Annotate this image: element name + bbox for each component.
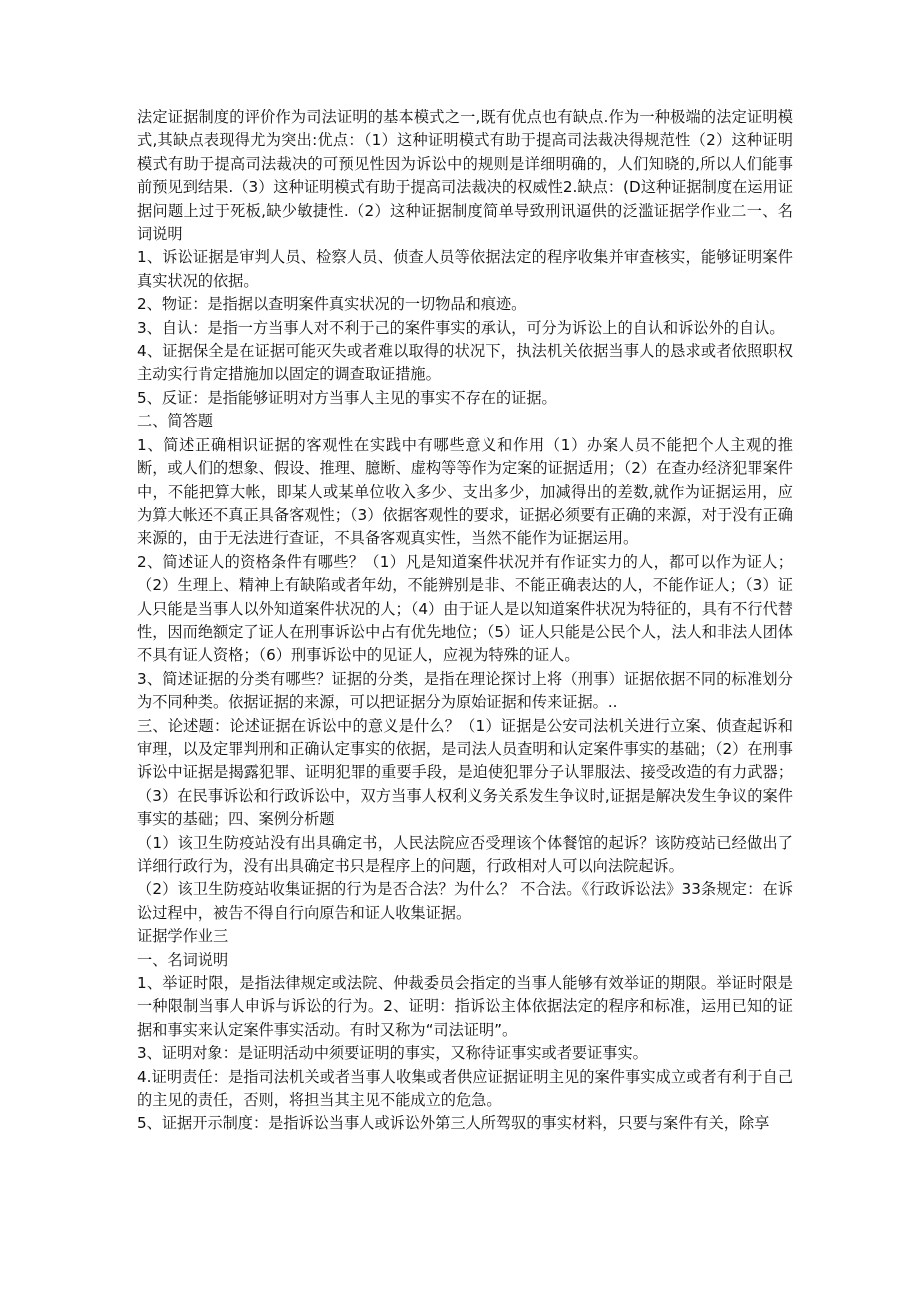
paragraph-item: 1、简述正确相识证据的客观性在实践中有哪些意义和作用（1）办案人员不能把个人主观的推断，或人们的想象、假设、推理、臆断、虚构等等作为定案的证据适用；（2）在查办经济犯罪案件中，不能把算大帐，即某人或某单位收入多少、支出多少，加减得出的差数,就作为证据运用，应为算大帐还不真正具备客观性；（3）依据客观性的要求，证据必须要有正确的来源，对于没有正确来源的，由于无法进行查证，不具备客观真实性，当然不能作为证据运用。 — [137, 435, 793, 548]
section-heading: 证据学作业三 — [137, 927, 229, 946]
paragraph-item: 5、反证：是指能够证明对方当事人主见的事实不存在的证据。 — [137, 388, 557, 407]
paragraph-item: 3、简述证据的分类有哪些？证据的分类，是指在理论探讨上将（刑事）证据依据不同的标准划分为不同种类。依据证据的来源，可以把证据分为原始证据和传来证据。.. — [137, 669, 793, 712]
paragraph-item: 3、证明对象：是证明活动中须要证明的事实，又称待证事实或者要证事实。 — [137, 1044, 648, 1063]
paragraph-item: （2）该卫生防疫站收集证据的行为是否合法？为什么？ 不合法。《行政诉讼法》33条规定：在诉讼过程中，被告不得自行向原告和证人收集证据。 — [137, 880, 793, 922]
paragraph-item: 2、简述证人的资格条件有哪些？（1）凡是知道案件状况并有作证实力的人，都可以作为证人；（2）生理上、精神上有缺陷或者年幼，不能辨别是非、不能正确表达的人，不能作证人；（3）证人只能是当事人以外知道案件状况的人；（4）由于证人是以知道案件状况为特征的，具有不行代替性，因而绝额定了证人在刑事诉讼中占有优先地位；（5）证人只能是公民个人，法人和非法人团体不具有证人资格；（6）刑事诉讼中的见证人，应视为特殊的证人。 — [137, 552, 793, 665]
document-page — [137, 106, 793, 1136]
paragraph-item: 4、证据保全是在证据可能灭失或者难以取得的状况下，执法机关依据当事人的恳求或者依照职权主动实行肯定措施加以固定的调查取证措施。 — [137, 342, 793, 384]
paragraph-item: 1、举证时限，是指法律规定或法院、仲裁委员会指定的当事人能够有效举证的期限。举证时限是一种限制当事人申诉与诉讼的行为。2、证明：指诉讼主体依据法定的程序和标准，运用已知的证据和事实来认定案件事实活动。有时又称为“司法证明”。 — [137, 974, 793, 1039]
paragraph-item: （1）该卫生防疫站没有出具确定书，人民法院应否受理该个体餐馆的起诉？该防疫站已经做出了详细行政行为，没有出具确定书只是程序上的问题，行政相对人可以向法院起诉。 — [137, 833, 793, 875]
paragraph-item: 3、自认：是指一方当事人对不利于己的案件事实的承认，可分为诉讼上的自认和诉讼外的自认。 — [137, 318, 785, 337]
section-heading: 二、简答题 — [137, 412, 213, 431]
paragraph-item: 4.证明责任：是指司法机关或者当事人收集或者供应证据证明主见的案件事实成立或者有利于自己的主见的责任，否则，将担当其主见不能成立的危急。 — [137, 1067, 793, 1110]
paragraph-item: 5、证据开示制度：是指诉讼当事人或诉讼外第三人所驾驭的事实材料，只要与案件有关，除享 — [137, 1114, 770, 1133]
paragraph-item: 三、论述题：论述证据在诉讼中的意义是什么？（1）证据是公安司法机关进行立案、侦查起诉和审理，以及定罪判刑和正确认定事实的依据，是司法人员查明和认定案件事实的基础；（2）在刑事诉讼中证据是揭露犯罪、证明犯罪的重要手段，是迫使犯罪分子认罪服法、接受改造的有力武器；（3）在民事诉讼和行政诉讼中，双方当事人权利义务关系发生争议时,证据是解决发生争议的案件事实的基础；四、案例分析题 — [137, 716, 793, 829]
paragraph-intro: 法定证据制度的评价作为司法证明的基本模式之一,既有优点也有缺点.作为一种极端的法定证明模式,其缺点表现得尤为突出:优点：（1）这种证明模式有助于提高司法裁决得规范性（2）这种证明模式有助于提高司法裁决的可预见性因为诉讼中的规则是详细明确的，人们知晓的,所以人们能事前预见到结果.（3）这种证明模式有助于提高司法裁决的权威性2.缺点：(D这种证据制度在运用证据问题上过于死板,缺少敏捷性.（2）这种证据制度简单导致刑讯逼供的泛滥证据学作业二一、名词说明 — [137, 108, 793, 244]
paragraph-item: 1、诉讼证据是审判人员、检察人员、侦查人员等依据法定的程序收集并审查核实，能够证明案件真实状况的依据。 — [137, 248, 793, 290]
section-heading: 一、名词说明 — [137, 950, 229, 969]
paragraph-item: 2、物证：是指据以查明案件真实状况的一切物品和痕迹。 — [137, 295, 527, 314]
